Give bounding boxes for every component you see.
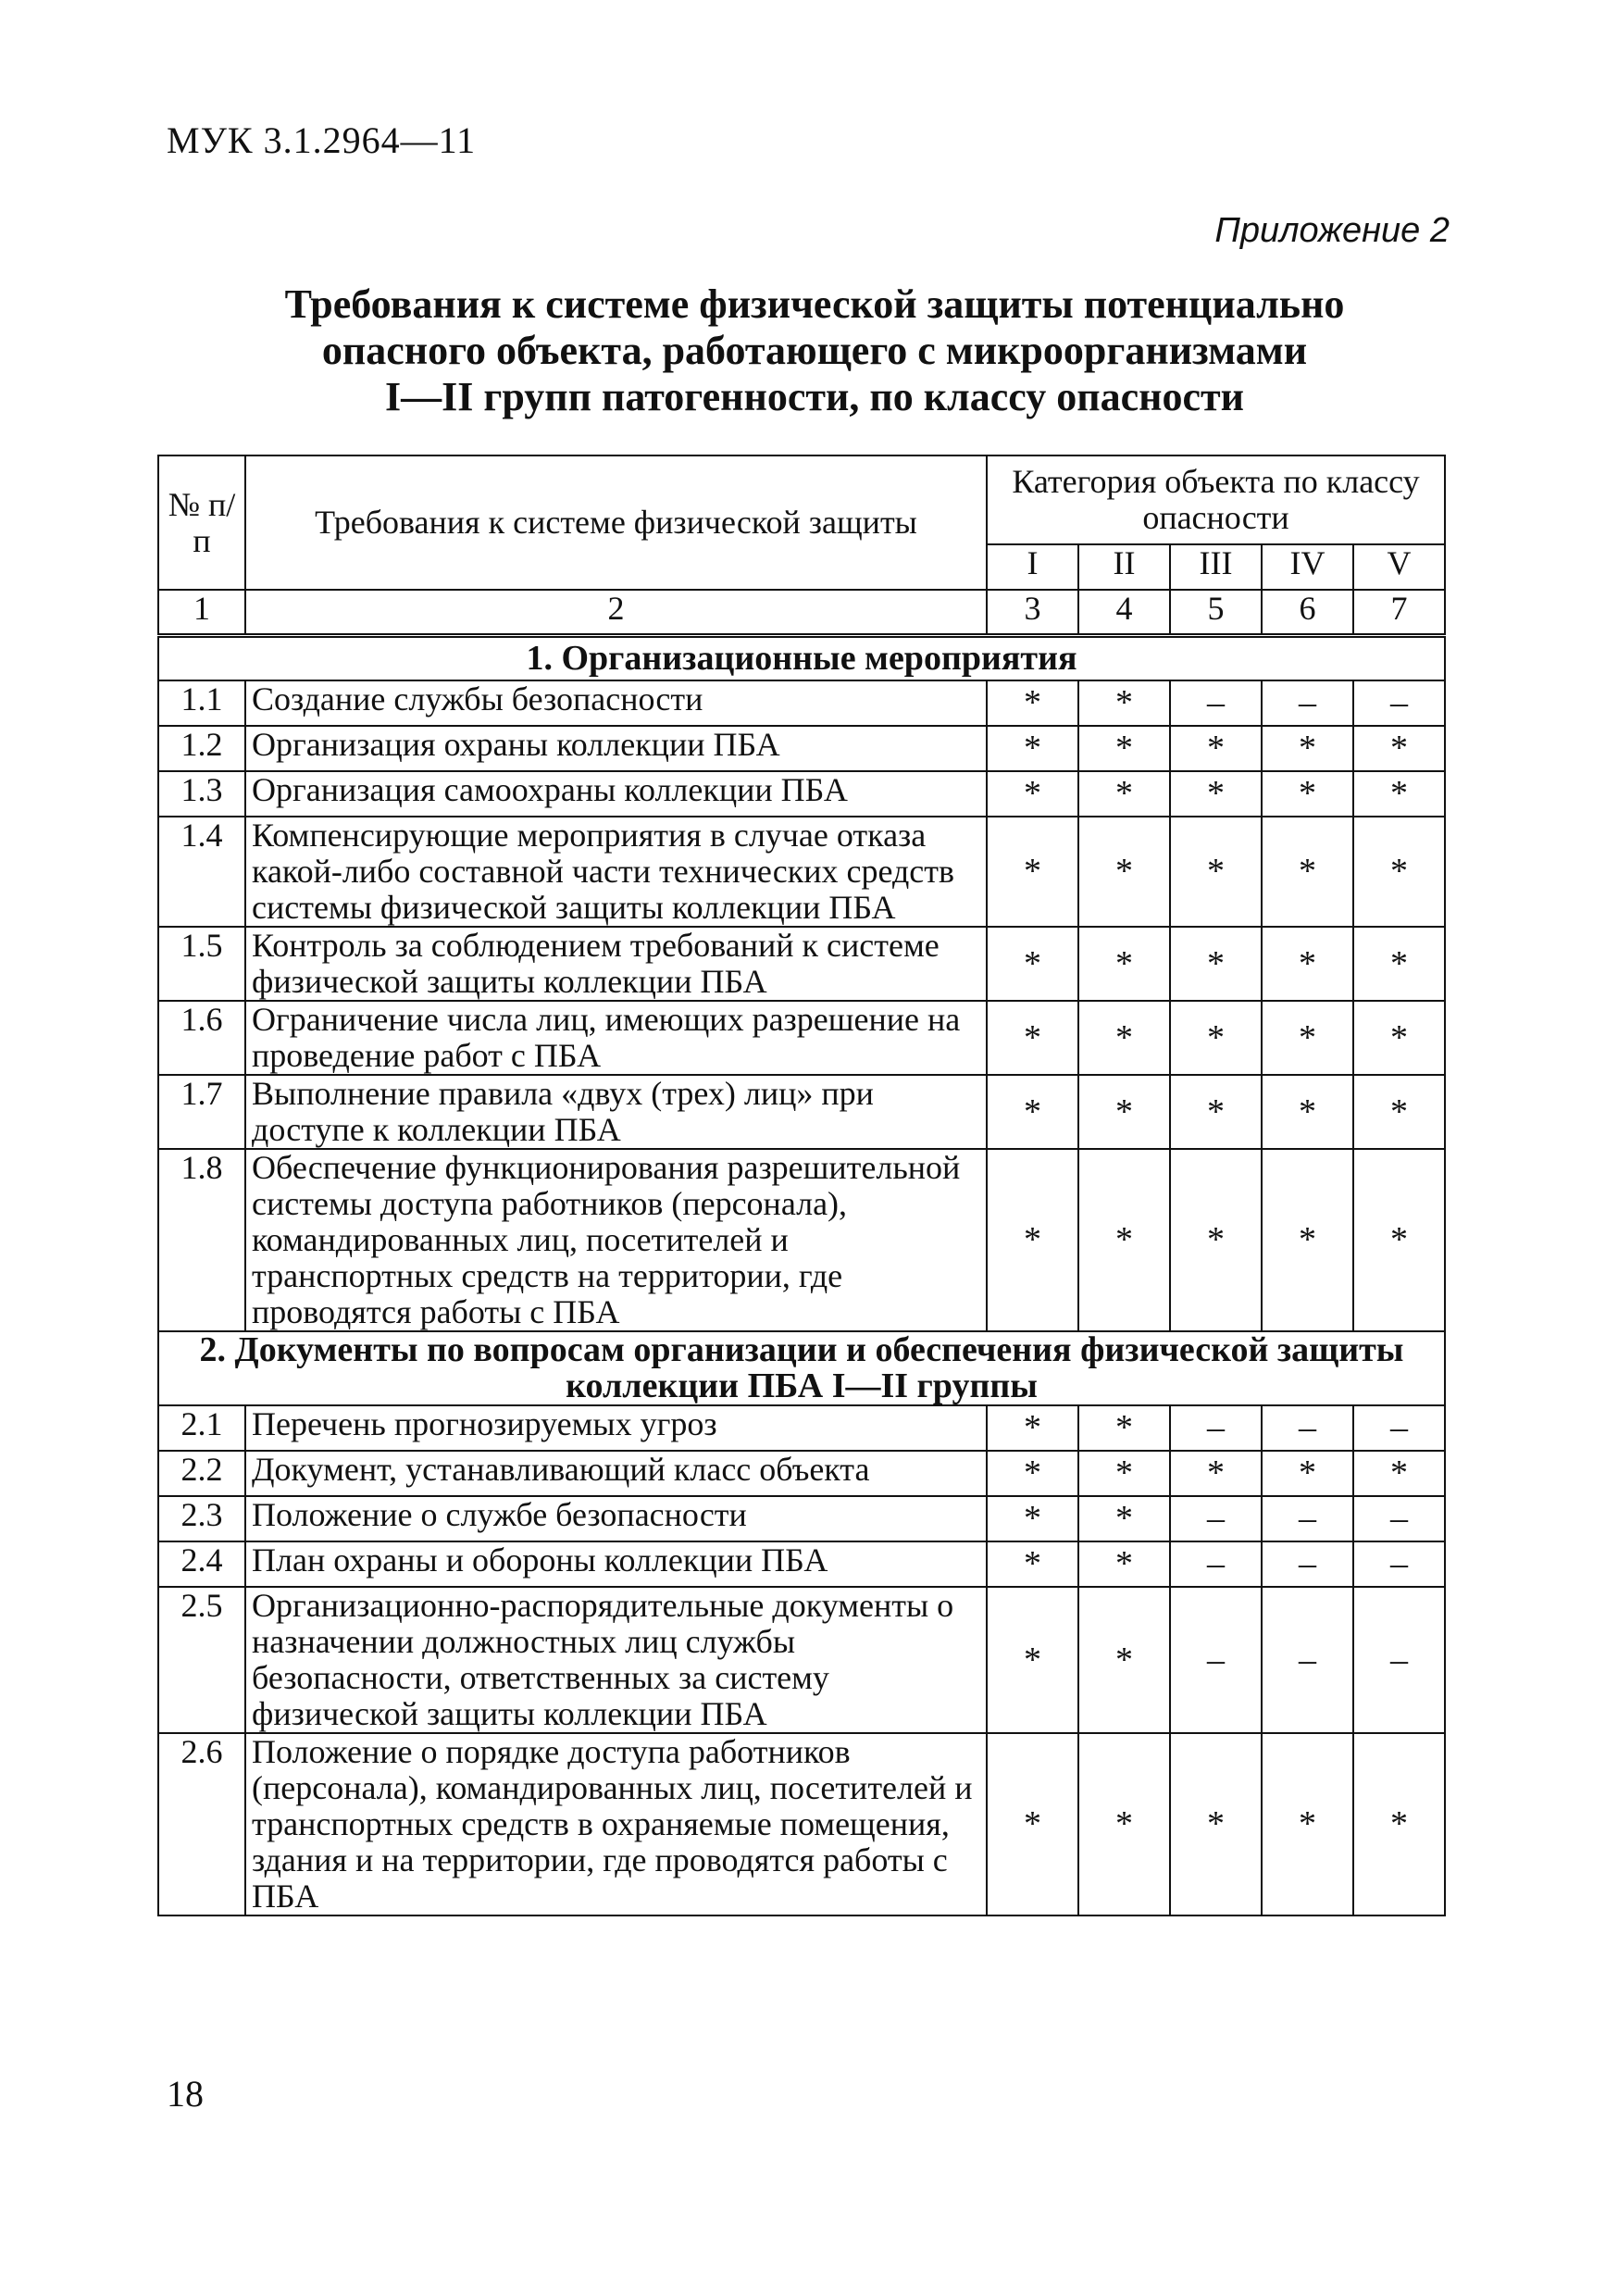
requirement-text: Ограничение числа лиц, имеющих разрешение на проведение работ с ПБА [245,1001,987,1075]
row-number: 1.7 [158,1075,245,1149]
column-number-cell: 1 [158,590,245,635]
table-row [158,1451,1445,1496]
class-mark: * [1078,680,1170,726]
class-mark: – [1170,1405,1262,1451]
table-row [158,1541,1445,1587]
class-mark: * [1262,1001,1353,1075]
class-mark: * [1353,927,1445,1001]
class-mark: – [1262,1405,1353,1451]
table-row [158,927,1445,1001]
requirement-text: Положение о службе безопасности [245,1496,987,1541]
class-mark: * [1078,726,1170,771]
class-mark: * [1078,1587,1170,1733]
class-mark: * [1262,1451,1353,1496]
class-mark: * [1170,1733,1262,1915]
class-mark: * [1262,1733,1353,1915]
table-row [158,771,1445,817]
class-mark: * [987,1451,1078,1496]
class-mark: * [987,817,1078,927]
class-mark: * [1170,817,1262,927]
requirement-text: Перечень прогнозируемых угроз [245,1405,987,1451]
row-number: 2.2 [158,1451,245,1496]
table-row [158,1149,1445,1331]
class-mark: * [1170,1075,1262,1149]
row-number: 2.3 [158,1496,245,1541]
class-mark: * [987,1496,1078,1541]
class-mark: – [1170,1541,1262,1587]
class-mark: * [1353,726,1445,771]
row-number: 2.6 [158,1733,245,1915]
row-number: 1.2 [158,726,245,771]
class-mark: – [1170,1496,1262,1541]
document-code: МУК 3.1.2964—11 [167,119,477,161]
table-body [158,455,1445,1915]
class-mark: * [987,1587,1078,1733]
class-mark: * [1170,1451,1262,1496]
class-mark: * [987,771,1078,817]
header-class-cell: V [1353,544,1445,590]
class-mark: * [1353,1149,1445,1331]
class-mark: * [1078,1541,1170,1587]
column-number-cell: 2 [245,590,987,635]
column-number-cell: 6 [1262,590,1353,635]
requirement-text: Выполнение правила «двух (трех) лиц» при доступе к коллекции ПБА [245,1075,987,1149]
section-title: 1. Организационные мероприятия [158,635,1445,680]
requirements-table [157,455,1446,1916]
row-number: 1.5 [158,927,245,1001]
requirement-text: Компенсирующие мероприятия в случае отказа какой-либо составной части технических средств системы физической защиты коллекции ПБА [245,817,987,927]
class-mark: * [987,1405,1078,1451]
requirement-text: Положение о порядке доступа работников (персонала), командированных лиц, посетителей и транспортных средств в охраняемые помещения, здания и на территории, где проводятся работы с ПБА [245,1733,987,1915]
class-mark: – [1353,1405,1445,1451]
table-row [158,726,1445,771]
class-mark: – [1353,1587,1445,1733]
class-mark: – [1353,680,1445,726]
class-mark: – [1262,1541,1353,1587]
class-mark: * [1078,1149,1170,1331]
requirement-text: Организация самоохраны коллекции ПБА [245,771,987,817]
table-row [158,1001,1445,1075]
class-mark: * [1262,771,1353,817]
page-number: 18 [167,2073,204,2115]
class-mark: * [987,1541,1078,1587]
header-class-cell: II [1078,544,1170,590]
class-mark: * [987,1733,1078,1915]
requirement-text: План охраны и обороны коллекции ПБА [245,1541,987,1587]
row-number: 2.5 [158,1587,245,1733]
column-number-cell: 4 [1078,590,1170,635]
table-row [158,817,1445,927]
table-row [158,1733,1445,1915]
column-number-cell: 7 [1353,590,1445,635]
title-line-2: опасного объекта, работающего с микроорганизмами [321,328,1308,373]
requirement-text: Документ, устанавливающий класс объекта [245,1451,987,1496]
class-mark: * [1170,927,1262,1001]
table-row [158,1496,1445,1541]
class-mark: * [1078,1496,1170,1541]
section-row [158,635,1445,680]
class-mark: * [987,1149,1078,1331]
class-mark: * [1078,1001,1170,1075]
class-mark: – [1262,1496,1353,1541]
class-mark: * [1078,1405,1170,1451]
class-mark: * [987,1001,1078,1075]
row-number: 1.4 [158,817,245,927]
class-mark: * [1353,1001,1445,1075]
column-numbers-row [158,590,1445,635]
class-mark: * [1353,1733,1445,1915]
table-row [158,1405,1445,1451]
row-number: 2.4 [158,1541,245,1587]
table-row [158,1075,1445,1149]
class-mark: * [1353,817,1445,927]
header-class-cell: III [1170,544,1262,590]
class-mark: * [1353,771,1445,817]
row-number: 1.1 [158,680,245,726]
class-mark: * [1262,726,1353,771]
row-number: 1.8 [158,1149,245,1331]
class-mark: – [1262,1587,1353,1733]
header-row [158,455,1445,544]
section-title: 2. Документы по вопросам организации и обеспечения физической защиты коллекции ПБА I—II группы [158,1331,1445,1405]
class-mark: * [1170,726,1262,771]
class-mark: – [1262,680,1353,726]
class-mark: * [1170,1149,1262,1331]
class-mark: * [1262,927,1353,1001]
class-mark: * [1262,817,1353,927]
class-mark: * [987,680,1078,726]
header-class-cell: IV [1262,544,1353,590]
class-mark: * [1262,1075,1353,1149]
class-mark: * [1353,1075,1445,1149]
header-class-cell: I [987,544,1078,590]
class-mark: – [1170,680,1262,726]
header-category: Категория объекта по классу опасности [987,455,1445,544]
requirement-text: Организационно-распорядительные документы о назначении должностных лиц службы безопасности, ответственных за систему физической защиты коллекции ПБА [245,1587,987,1733]
requirement-text: Контроль за соблюдением требований к системе физической защиты коллекции ПБА [245,927,987,1001]
title-line-3: I—II групп патогенности, по классу опасности [385,374,1244,419]
class-mark: * [1262,1149,1353,1331]
class-mark: * [987,927,1078,1001]
appendix-label: Приложение 2 [1214,211,1450,250]
class-mark: – [1353,1496,1445,1541]
class-mark: * [1078,771,1170,817]
class-mark: * [1078,927,1170,1001]
requirement-text: Обеспечение функционирования разрешительной системы доступа работников (персонала), командированных лиц, посетителей и транспортных средств на территории, где проводятся работы с ПБА [245,1149,987,1331]
requirement-text: Создание службы безопасности [245,680,987,726]
header-num: № п/п [158,455,245,590]
class-mark: * [1170,771,1262,817]
class-mark: * [987,1075,1078,1149]
class-mark: * [1078,1733,1170,1915]
column-number-cell: 5 [1170,590,1262,635]
document-title [148,281,1481,420]
class-mark: * [1170,1001,1262,1075]
class-mark: – [1170,1587,1262,1733]
table-row [158,1587,1445,1733]
header-requirement: Требования к системе физической защиты [245,455,987,590]
class-mark: – [1353,1541,1445,1587]
table-row [158,680,1445,726]
requirement-text: Организация охраны коллекции ПБА [245,726,987,771]
row-number: 2.1 [158,1405,245,1451]
class-mark: * [1353,1451,1445,1496]
class-mark: * [1078,1451,1170,1496]
class-mark: * [1078,1075,1170,1149]
class-mark: * [987,726,1078,771]
section-row [158,1331,1445,1405]
title-line-1: Требования к системе физической защиты потенциально [284,281,1345,327]
row-number: 1.6 [158,1001,245,1075]
class-mark: * [1078,817,1170,927]
column-number-cell: 3 [987,590,1078,635]
row-number: 1.3 [158,771,245,817]
